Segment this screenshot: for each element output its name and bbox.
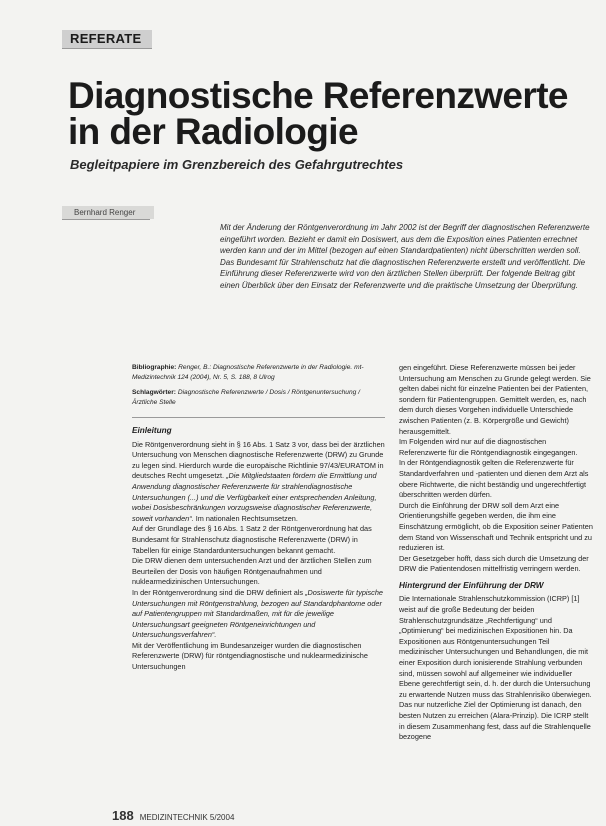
column-rule	[132, 417, 385, 418]
article-title	[68, 75, 588, 152]
abstract: Mit der Änderung der Röntgenverordnung im Jahr 2002 ist der Begriff der diagnostischen Referenzwerte eingeführt worden. Bezieht er damit ein Dosiswert, aus dem die Exposition eines Patienten errechnet werden kann und der im Mittel (bezogen auf einen Standardpatienten) nicht überschritten werden soll. Das Bundesamt für Strahlenschutz hat die diagnostischen Referenzwerte erstellt und veröffentlicht. Die Einführung dieser Referenzwerte wird von den ärztlichen Stellen überprüft. Der folgende Beitrag gibt einen Überblick über den Einsatz der Referenzwerte und die praktische Umsetzung der Überprüfung.	[220, 223, 590, 290]
paragraph: In der Röntgendiagnostik gelten die Referenzwerte für Standardverfahren und -patienten und dienen dem Arzt als obere Richtwerte, die nicht beständig und ungerechtfertigt überschritten werden dürfen.	[399, 458, 589, 500]
title-line-2: in der Radiologie	[68, 111, 358, 152]
paragraph: Der Gesetzgeber hofft, dass sich durch die Umsetzung der DRW die Patientendosen mittelfristig verringern werden.	[399, 553, 589, 574]
bibliography-label: Bibliographie:	[132, 364, 177, 371]
page-number: 188	[112, 808, 134, 823]
keywords-label: Schlagwörter:	[132, 389, 176, 396]
bibliography-text: Renger, B.: Diagnostische Referenzwerte in der Radiologie. mt-Medizintechnik 124 (2004), Nr. 5, S. 188, 8 Ulrog	[132, 364, 364, 381]
quote-text: „Die Mitgliedstaaten fördern die Ermittlung und Anwendung diagnostischer Referenzwerte für strahlendiagnostische Untersuchungen (...) und die Verfügbarkeit einer entsprechenden Anleitung, wobei Dosisbeschränkungen vorzugsweise diagnostischer Referenzwerte, soweit vorhanden“.	[132, 471, 377, 523]
page-footer	[112, 808, 234, 823]
section-tag: REFERATE	[62, 30, 152, 49]
section-heading-hintergrund: Hintergrund der Einführung der DRW	[399, 580, 544, 590]
keywords	[132, 388, 385, 407]
paragraph: Die DRW dienen dem untersuchenden Arzt und der ärztlichen Stellen zum Beurteilen der Dosis von häufigen Röntgenaufnahmen und nuklearmedizinischen Untersuchungen.	[132, 556, 372, 587]
paragraph: Die Internationale Strahlenschutzkommission (ICRP) [1] weist auf die große Bedeutung der beiden Strahlenschutzgrundsätze „Rechtfertigung“ und „Optimierung“ bei medizinischen Expositionen hin. Da Expositionen aus Röntgenuntersuchungen Teil medizinischer Untersuchungen und Behandlungen, die mit einer Exposition durch ionisierende Strahlung verbunden sind, müssen sowohl auf allgemeiner wie individueller Ebene gerechtfertigt sein, d. h. der durch die Untersuchung zu erwartende Nutzen muss das Strahlenrisiko überwiegen. Das nur nutzerliche Ziel der Optimierung ist danach, den besten Nutzen zu erreichen (Alara-Prinzip). Die ICRP stellt in diesem Zusammenhang fest, dass auf die Strahlenquelle bezogene	[399, 594, 592, 742]
author-name: Bernhard Renger	[62, 206, 154, 219]
paragraph-text: In der Röntgenverordnung sind die DRW definiert als	[132, 587, 304, 597]
paragraph	[132, 588, 385, 641]
paragraph: gen eingeführt. Diese Referenzwerte müssen bei jeder Untersuchung am Menschen zu Grunde gelegt werden. Sie gelten dabei nicht für einzelne Patienten bei der Patienten, sondern für Patientengruppen. Gemittelt werden, es, nach dem durch dieses Vorgehen individuelle Unterschiede zwischen Patienten (z. B. Körpergröße und Gewicht) herausgemittelt.	[399, 363, 591, 436]
title-line-1: Diagnostische Referenzwerte	[68, 75, 568, 116]
left-column	[132, 363, 385, 673]
journal-name: MEDIZINTECHNIK 5/2004	[139, 813, 235, 822]
paragraph: Durch die Einführung der DRW soll dem Arzt eine Orientierungshilfe gegeben werden, die ihm eine Einschätzung ermöglicht, ob die Exposition seiner Patienten dem Stand von Wissenschaft und Technik entspricht und zu reduzieren ist.	[399, 500, 593, 553]
article-subtitle: Begleitpapiere im Grenzbereich des Gefahrgutrechtes	[70, 157, 404, 172]
paragraph: Mit der Veröffentlichung im Bundesanzeiger wurden die diagnostischen Referenzwerte (DRW) für röntgendiagnostische und nuklearmedizinische Untersuchungen	[132, 640, 368, 672]
paragraph: Auf der Grundlage des § 16 Abs. 1 Satz 2 der Röntgenverordnung hat das Bundesamt für Strahlenschutz diagnostische Referenzwerte (DRW) in Tabellen für einige Standarduntersuchungen bekannt gemacht.	[132, 524, 372, 555]
section-heading-einleitung: Einleitung	[132, 426, 172, 435]
paragraph-text: Im nationalen Rechtsumsetzen.	[195, 513, 298, 523]
bibliography	[132, 363, 385, 382]
quote-text: „Dosiswerte für typische Untersuchungen mit Röntgenstrahlung, bezogen auf Standardphantome oder auf Patientengruppen mit Standardmaßen, mit für die jeweilige Untersuchungsart geeigneten Röntgeneinrichtungen und Untersuchungsverfahren“.	[132, 587, 383, 640]
paragraph	[132, 440, 385, 525]
author-divider	[62, 219, 150, 220]
right-column	[399, 363, 595, 743]
paragraph: Im Folgenden wird nur auf die diagnostischen Referenzwerte für die Röntgendiagnostik eingegangen.	[399, 437, 578, 457]
paragraph-text: Die Röntgenverordnung sieht in § 16 Abs. 1 Satz 3 vor, dass bei der ärztlichen Untersuchung von Menschen diagnostische Referenzwerte (DRW) zu Grunde zu legen sind. Hierdurch wurde die europäische Richtlinie 97/43/EURATOM in deutsches Recht umgesetzt.	[132, 439, 385, 481]
keywords-text: Diagnostische Referenzwerte / Dosis / Röntgenuntersuchung / Ärztliche Stelle	[132, 389, 360, 406]
